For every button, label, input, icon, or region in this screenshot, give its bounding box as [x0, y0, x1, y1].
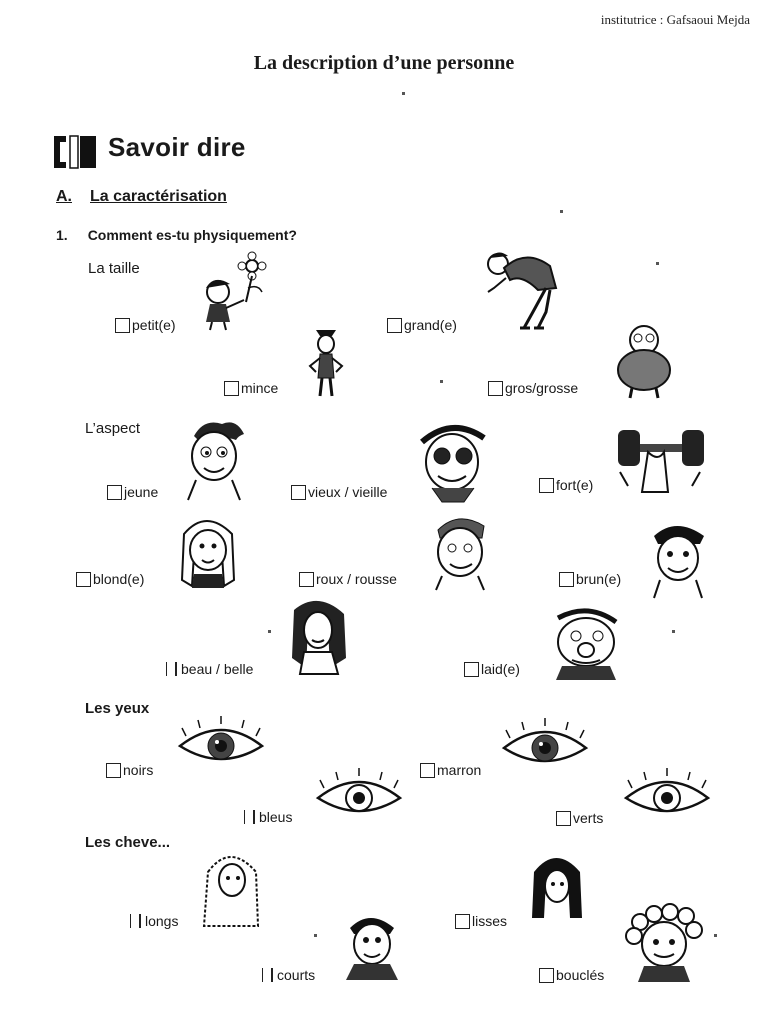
- scan-speck: [268, 630, 271, 633]
- option-marron[interactable]: [420, 762, 481, 778]
- option-label: courts: [277, 967, 316, 983]
- option-verts[interactable]: [556, 810, 603, 826]
- thin-man-illustration: [302, 326, 350, 398]
- option-label: laid(e): [481, 661, 520, 677]
- checkbox[interactable]: [291, 485, 306, 500]
- checkbox[interactable]: [299, 572, 314, 587]
- checkbox[interactable]: [107, 485, 122, 500]
- section-marker-icon: [48, 132, 98, 172]
- option-label: bleus: [259, 809, 293, 825]
- option-petit[interactable]: [115, 317, 176, 333]
- blond-girl-illustration: [172, 514, 244, 588]
- scan-speck: [672, 630, 675, 633]
- checkbox[interactable]: [262, 968, 271, 982]
- young-face-illustration: [180, 418, 252, 502]
- strong-arm-dumbbell-illustration: [612, 422, 712, 502]
- checkbox[interactable]: [106, 763, 121, 778]
- tall-man-illustration: [476, 248, 566, 332]
- curly-hair-person-illustration: [624, 904, 706, 984]
- small-girl-flower-illustration: [196, 252, 272, 332]
- option-vieux[interactable]: [291, 484, 387, 500]
- option-courts[interactable]: [262, 967, 315, 983]
- option-blond[interactable]: [76, 571, 144, 587]
- option-gros[interactable]: [488, 380, 578, 396]
- option-label: blond(e): [93, 571, 145, 587]
- scan-speck: [656, 262, 659, 265]
- option-mince[interactable]: [224, 380, 278, 396]
- checkbox[interactable]: [556, 811, 571, 826]
- straight-hair-woman-illustration: [528, 852, 586, 924]
- red-haired-man-illustration: [426, 512, 496, 592]
- scan-speck: [714, 934, 717, 937]
- group-label-taille: La taille: [88, 260, 140, 277]
- short-hair-boy-illustration: [340, 910, 402, 982]
- checkbox[interactable]: [224, 381, 239, 396]
- page-title: La description d’une personne: [253, 52, 515, 74]
- beautiful-woman-illustration: [284, 598, 352, 676]
- author-line: institutrice : Gafsaoui Mejda: [600, 12, 750, 27]
- option-label: vieux / vieille: [308, 484, 388, 500]
- question-text: Comment es-tu physiquement?: [87, 227, 297, 243]
- scan-speck: [314, 934, 317, 937]
- option-noirs[interactable]: [106, 762, 153, 778]
- eye-icon: [314, 772, 404, 822]
- group-label-aspect: L’aspect: [85, 420, 141, 437]
- option-roux[interactable]: [299, 571, 397, 587]
- subsection-letter: A.: [56, 188, 72, 205]
- option-laid[interactable]: [464, 661, 520, 677]
- option-label: bouclés: [556, 967, 605, 983]
- option-grand[interactable]: [387, 317, 457, 333]
- group-label-cheveux: Les cheve...: [85, 834, 171, 851]
- checkbox[interactable]: [420, 763, 435, 778]
- checkbox[interactable]: [455, 914, 470, 929]
- checkbox[interactable]: [488, 381, 503, 396]
- checkbox[interactable]: [464, 662, 479, 677]
- question-number: 1.: [56, 227, 68, 243]
- subsection-title: La caractérisation: [90, 188, 227, 205]
- long-hair-woman-illustration: [198, 850, 264, 930]
- group-label-yeux: Les yeux: [85, 700, 150, 717]
- checkbox[interactable]: [559, 572, 574, 587]
- option-fort[interactable]: [539, 477, 593, 493]
- option-longs[interactable]: [130, 913, 178, 929]
- checkbox[interactable]: [539, 968, 554, 983]
- option-label: fort(e): [556, 477, 594, 493]
- ugly-face-illustration: [542, 608, 628, 680]
- section-heading: Savoir dire: [108, 132, 246, 162]
- checkbox[interactable]: [166, 662, 175, 676]
- option-boucles[interactable]: [539, 967, 604, 983]
- option-label: beau / belle: [181, 661, 254, 677]
- checkbox[interactable]: [115, 318, 130, 333]
- checkbox[interactable]: [244, 810, 253, 824]
- question: [56, 227, 297, 243]
- eye-icon: [622, 772, 712, 822]
- checkbox[interactable]: [76, 572, 91, 587]
- option-bleus[interactable]: [244, 809, 292, 825]
- scan-speck: [440, 380, 443, 383]
- brown-haired-man-illustration: [646, 520, 710, 600]
- option-brun[interactable]: [559, 571, 621, 587]
- option-label: mince: [241, 380, 279, 396]
- checkbox[interactable]: [387, 318, 402, 333]
- option-label: longs: [145, 913, 179, 929]
- eye-icon: [500, 722, 590, 772]
- option-label: verts: [573, 810, 604, 826]
- eye-icon: [176, 720, 266, 770]
- option-label: brun(e): [576, 571, 622, 587]
- option-label: roux / rousse: [316, 571, 397, 587]
- old-face-illustration: [412, 420, 494, 504]
- scan-speck: [560, 210, 563, 213]
- option-label: lisses: [472, 913, 508, 929]
- option-label: noirs: [123, 762, 154, 778]
- subsection-heading: [56, 188, 227, 206]
- option-label: jeune: [124, 484, 159, 500]
- checkbox[interactable]: [130, 914, 139, 928]
- scan-speck: [402, 92, 405, 95]
- option-label: petit(e): [132, 317, 176, 333]
- fat-person-illustration: [610, 320, 678, 400]
- option-label: grand(e): [404, 317, 457, 333]
- option-lisses[interactable]: [455, 913, 507, 929]
- option-jeune[interactable]: [107, 484, 158, 500]
- option-label: marron: [437, 762, 482, 778]
- option-label: gros/grosse: [505, 380, 579, 396]
- checkbox[interactable]: [539, 478, 554, 493]
- option-beau[interactable]: [166, 661, 253, 677]
